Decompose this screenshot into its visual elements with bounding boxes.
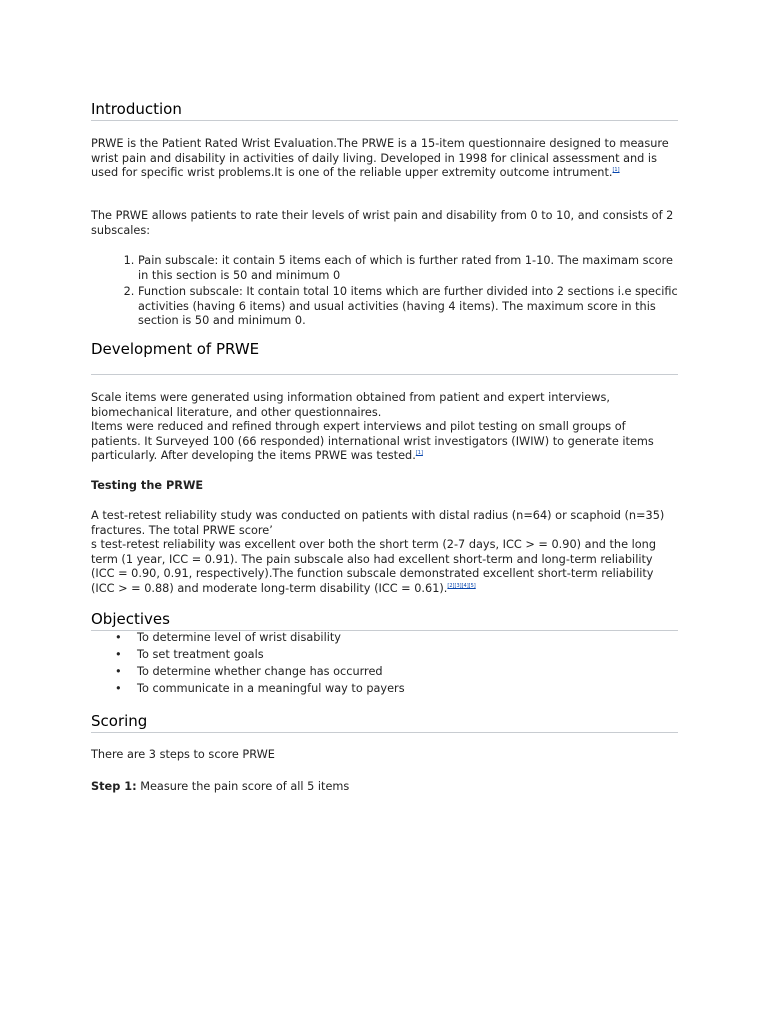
bullet-icon: • [115, 648, 122, 661]
development-section [91, 340, 678, 360]
objectives-heading: Objectives [91, 610, 678, 631]
development-text-2: Items were reduced and refined through expert interviews and pilot testing on small groups of patients. It Surveyed 100 (66 responded) international wrist investigators (IWIW) to generate items particularly. After developing the items PRWE was tested. [91, 420, 654, 462]
list-item: • To determine level of wrist disability [115, 631, 341, 644]
divider [91, 374, 678, 375]
reference-link[interactable]: [1] [415, 450, 423, 457]
testing-text-1: A test-retest reliability study was conducted on patients with distal radius (n=64) or scaphoid (n=35) fractures. The total PRWE score’ [91, 509, 665, 537]
testing-paragraph [91, 509, 678, 596]
step-1-label: Step 1: [91, 780, 137, 793]
scoring-intro: There are 3 steps to score PRWE [91, 748, 275, 761]
testing-text-2: s test-retest reliability was excellent over both the short term (2-7 days, ICC > = 0.90) and the long term (1 year, ICC = 0.91). The pain subscale also had excellent short-term and long-term reliability (ICC = 0.90, 0.91, respectively).The function subscale demonstrated excellent short-term reliability (ICC > = 0.88) and moderate long-term disability (ICC = 0.61). [91, 538, 656, 595]
introduction-paragraph-1 [91, 137, 678, 181]
development-heading: Development of PRWE [91, 340, 260, 358]
testing-heading-block [91, 479, 678, 494]
objectives-section [91, 610, 678, 631]
reference-link[interactable]: [1] [612, 167, 620, 174]
reference-link[interactable]: [2][3][4][5] [447, 582, 476, 589]
introduction-paragraph-2 [91, 209, 678, 238]
introduction-section [91, 100, 678, 121]
step-1-text: Measure the pain score of all 5 items [136, 780, 350, 793]
list-item: • To communicate in a meaningful way to payers [115, 682, 405, 695]
scoring-section [91, 712, 678, 733]
scoring-intro-block [91, 748, 678, 763]
scoring-heading: Scoring [91, 712, 678, 733]
list-item: • To set treatment goals [115, 648, 264, 661]
introduction-text-1: PRWE is the Patient Rated Wrist Evaluation.The PRWE is a 15-item questionnaire designed to measure wrist pain and disability in activities of daily living. Developed in 1998 for clinical assessment and is used for specific wrist problems.It is one of the reliable upper extremity outcome intrument. [91, 137, 669, 179]
list-item: • To determine whether change has occurred [115, 665, 383, 678]
introduction-heading: Introduction [91, 100, 678, 121]
bullet-icon: • [115, 631, 122, 644]
testing-heading: Testing the PRWE [91, 479, 204, 492]
bullet-icon: • [115, 665, 122, 678]
scoring-step-1 [91, 780, 678, 795]
list-item: 1. Pain subscale: it contain 5 items each of which is further rated from 1-10. The maximam score in this section is 50 and minimum 0 [138, 254, 678, 283]
development-text-1: Scale items were generated using information obtained from patient and expert interviews, biomechanical literature, and other questionnaires. [91, 391, 610, 419]
subscale-list [91, 254, 678, 331]
objectives-list [91, 629, 678, 697]
introduction-text-2: The PRWE allows patients to rate their levels of wrist pain and disability from 0 to 10, and consists of 2 subscales: [91, 209, 674, 237]
bullet-icon: • [115, 682, 122, 695]
list-item: 2. Function subscale: It contain total 10 items which are further divided into 2 sections i.e specific activities (having 6 items) and usual activities (having 4 items). The maximum score in this section is 50 and minimum 0. [138, 285, 678, 329]
development-paragraph [91, 391, 678, 464]
